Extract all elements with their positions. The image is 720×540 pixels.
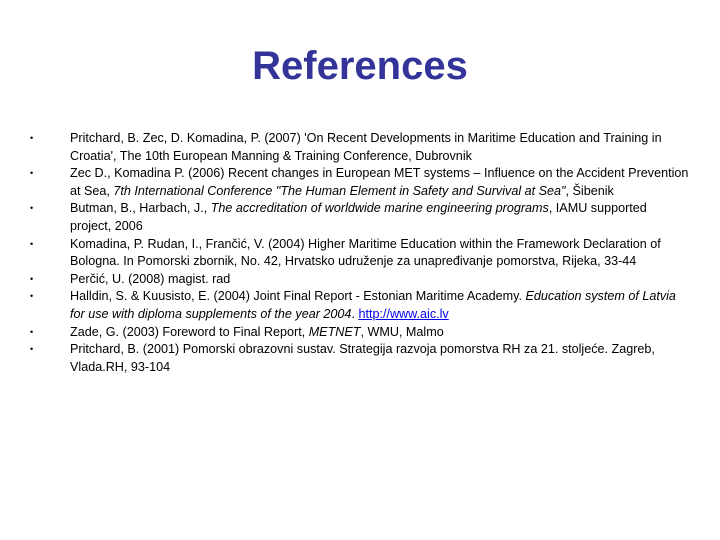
reference-item <box>30 236 690 271</box>
slide-title: References <box>252 44 468 88</box>
bullet-icon: • <box>30 291 34 302</box>
reference-text: Pritchard, B. Zec, D. Komadina, P. (2007) 'On Recent Developments in Maritime Education and Training in Croatia', The 10th European Manning & Training Conference, Dubrovnik <box>70 131 662 163</box>
bullet-icon: • <box>30 238 34 249</box>
bullet-icon: • <box>30 168 34 179</box>
reference-italic-text: Education system of Latvia for use with diploma supplements of the year 2004 <box>70 289 676 321</box>
reference-text: , WMU, Malmo <box>360 324 444 339</box>
reference-text: Zade, G. (2003) Foreword to Final Report, <box>70 324 309 339</box>
reference-item <box>30 200 690 235</box>
reference-italic-text: The accreditation of worldwide marine engineering programs <box>210 201 549 216</box>
reference-item <box>30 130 690 165</box>
bullet-icon: • <box>30 326 34 337</box>
reference-text: Perčić, U. (2008) magist. rad <box>70 271 231 286</box>
references-list <box>30 130 690 376</box>
reference-item <box>30 341 690 376</box>
bullet-icon: • <box>30 203 34 214</box>
reference-text: Zec D., Komadina P. (2006) Recent changes in European MET systems – Influence on the Accident Prevention at Sea, <box>70 166 689 198</box>
reference-text: , IAMU supported project, 2006 <box>70 201 647 233</box>
reference-item <box>30 165 690 200</box>
reference-link[interactable]: http://www.aic.lv <box>358 306 449 321</box>
reference-text: . <box>351 306 359 321</box>
reference-text: Butman, B., Harbach, J., <box>70 201 211 216</box>
bullet-icon: • <box>30 273 34 284</box>
reference-italic-text: METNET <box>308 324 361 339</box>
reference-item <box>30 324 690 342</box>
reference-text: Pritchard, B. (2001) Pomorski obrazovni sustav. Strategija razvoja pomorstva RH za 21. stoljeće. Zagreb, Vlada.RH, 93-104 <box>70 342 655 374</box>
bullet-icon: • <box>30 133 34 143</box>
reference-text: , Šibenik <box>565 183 614 198</box>
reference-text: Komadina, P. Rudan, I., Frančić, V. (2004) Higher Maritime Education within the Framework Declaration of Bologna. In Pomorski zbornik, No. 42, Hrvatsko udruženje za unapređivanje pomorstva, Rijeka, 33-44 <box>70 236 661 269</box>
reference-text: Halldin, S. & Kuusisto, E. (2004) Joint Final Report - Estonian Maritime Academy <box>70 289 519 304</box>
bullet-icon: • <box>30 344 34 355</box>
reference-item <box>30 271 690 289</box>
reference-item <box>30 288 690 323</box>
reference-text: . <box>518 289 526 304</box>
reference-italic-text: 7th International Conference "The Human Element in Safety and Survival at Sea" <box>113 183 566 198</box>
